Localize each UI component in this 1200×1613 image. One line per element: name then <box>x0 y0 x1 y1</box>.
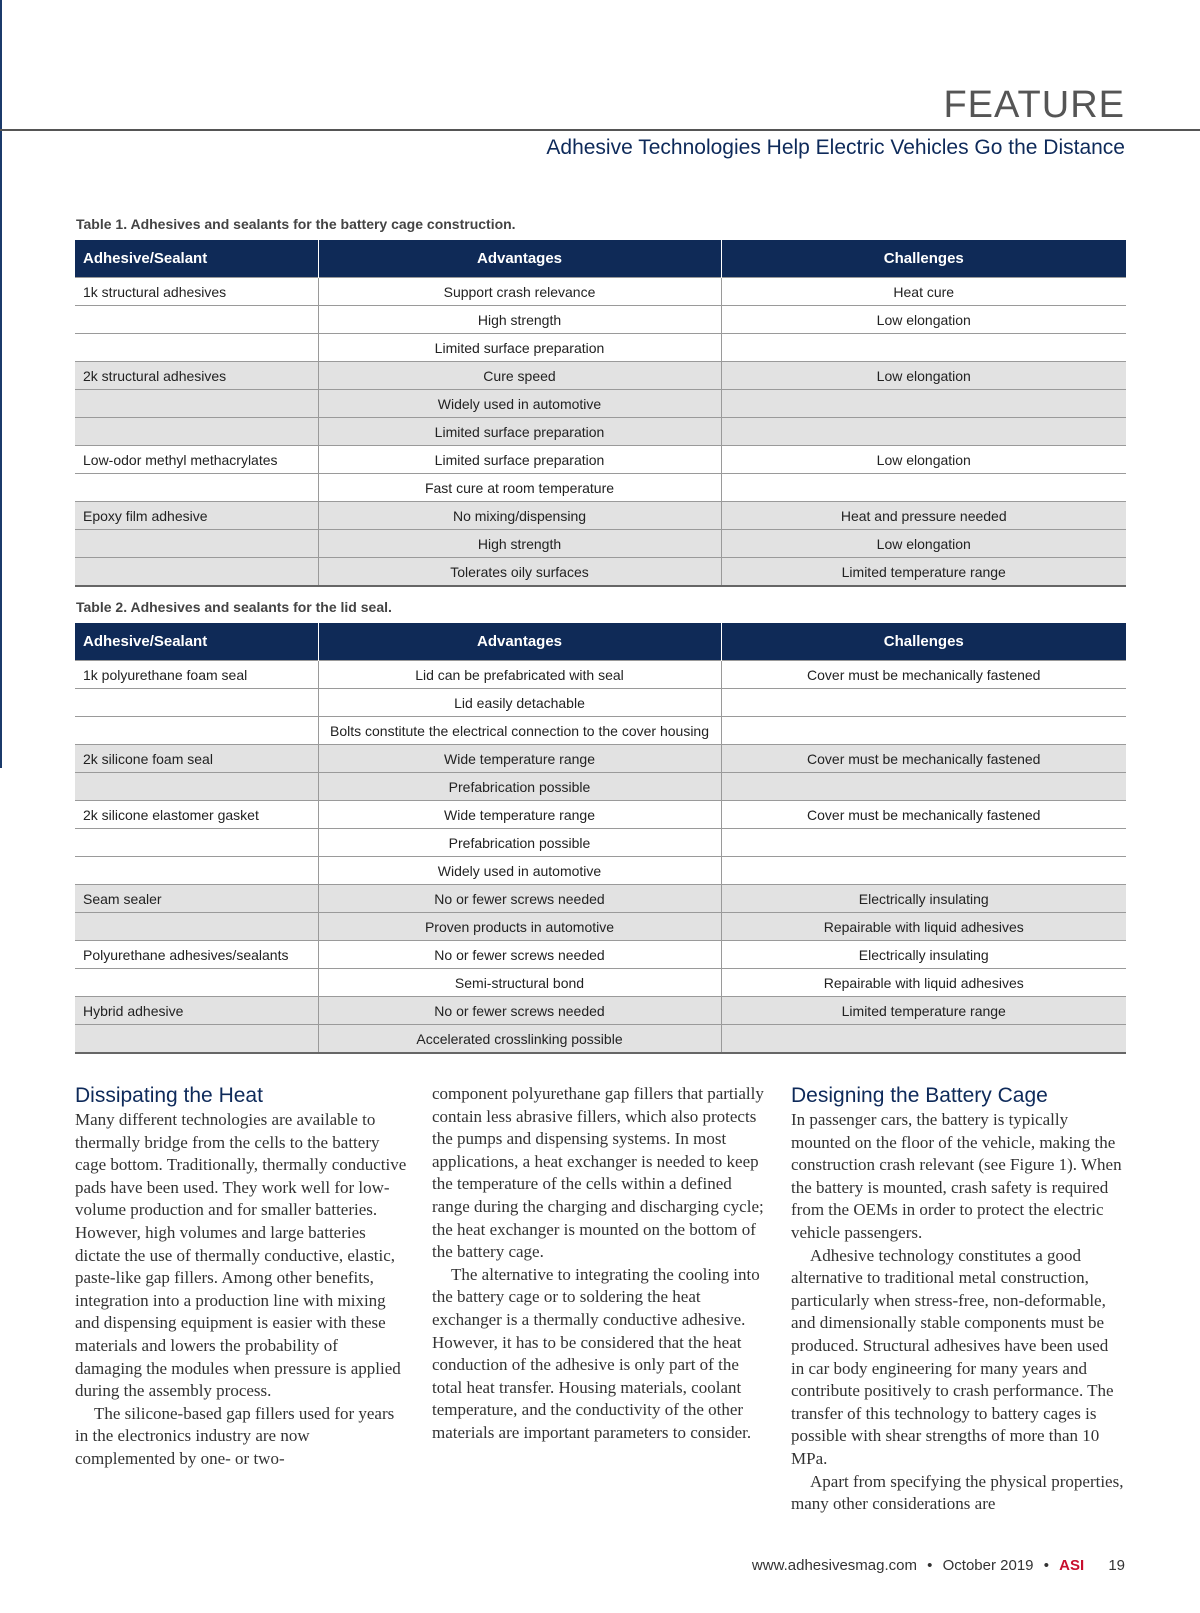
table-row <box>75 913 1126 941</box>
table-cell: Heat cure <box>721 278 1126 306</box>
table-cell <box>75 829 318 857</box>
table-cell: Cure speed <box>318 362 721 390</box>
paragraph: Apart from specifying the physical properties, many other considerations are <box>791 1471 1124 1514</box>
table-cell <box>721 418 1126 446</box>
table-cell <box>75 306 318 334</box>
column-header: Advantages <box>318 623 721 661</box>
table-cell: Widely used in automotive <box>318 390 721 418</box>
table-row <box>75 306 1126 334</box>
table-cell: Low elongation <box>721 306 1126 334</box>
table-cell: Tolerates oily surfaces <box>318 558 721 587</box>
table-cell <box>721 773 1126 801</box>
table-cell: Repairable with liquid adhesives <box>721 969 1126 997</box>
table-cell: Accelerated crosslinking possible <box>318 1025 721 1054</box>
table-cell <box>75 558 318 587</box>
table-cell: No or fewer screws needed <box>318 885 721 913</box>
table-cell <box>75 689 318 717</box>
table-row <box>75 969 1126 997</box>
table-cell: 2k silicone elastomer gasket <box>75 801 318 829</box>
footer-url: www.adhesivesmag.com <box>751 1557 917 1574</box>
table-cell <box>721 689 1126 717</box>
table-cell: Heat and pressure needed <box>721 502 1126 530</box>
table-cell <box>75 1025 318 1054</box>
table-cell: Limited temperature range <box>721 558 1126 587</box>
paragraph: component polyurethane gap fillers that partially contain less abrasive fillers, which also protects the pumps and dispensing systems. In most applications, a heat exchanger is needed to keep the temperature of the cells within a defined range during the charging and discharging cycle; the heat exchanger is mounted on the bottom of the battery cage. <box>432 1084 764 1262</box>
table-cell <box>75 773 318 801</box>
table-cell: Prefabrication possible <box>318 829 721 857</box>
table-row <box>75 530 1126 558</box>
table-row <box>75 829 1126 857</box>
paragraph: Adhesive technology constitutes a good alternative to traditional metal construction, particularly when stress-free, non-deformable, and dimensionally stable components must be produced. Structural adhesives have been used in car body engineering for many years and contribute positively to crash performance. The transfer of this technology to battery cages is possible with shear strengths of more than 10 MPa. <box>791 1245 1114 1468</box>
table-row <box>75 446 1126 474</box>
table2-caption: Table 2. Adhesives and sealants for the lid seal. <box>76 599 392 615</box>
table-cell <box>721 857 1126 885</box>
table-row <box>75 997 1126 1025</box>
table-cell: Proven products in automotive <box>318 913 721 941</box>
table-cell: Prefabrication possible <box>318 773 721 801</box>
table-cell: No mixing/dispensing <box>318 502 721 530</box>
article-column-1 <box>75 1083 408 1471</box>
table-cell: High strength <box>318 530 721 558</box>
table-cell: Bolts constitute the electrical connection to the cover housing <box>318 717 721 745</box>
table-row <box>75 661 1126 689</box>
table-cell: Limited surface preparation <box>318 418 721 446</box>
table-cell: Lid easily detachable <box>318 689 721 717</box>
table-row <box>75 558 1126 587</box>
column-header: Adhesive/Sealant <box>75 240 318 278</box>
table-header-row <box>75 623 1126 661</box>
table-row <box>75 689 1126 717</box>
table-row <box>75 941 1126 969</box>
table-cell <box>75 474 318 502</box>
footer-bullet: • <box>1043 1557 1049 1574</box>
table-cell: Low-odor methyl methacrylates <box>75 446 318 474</box>
table-cell: Low elongation <box>721 362 1126 390</box>
table-cell <box>75 334 318 362</box>
table-cell: Seam sealer <box>75 885 318 913</box>
section-heading-battery-cage: Designing the Battery Cage <box>791 1084 1048 1107</box>
column-header: Adhesive/Sealant <box>75 623 318 661</box>
table-cell: Support crash relevance <box>318 278 721 306</box>
paragraph: Many different technologies are available to thermally bridge from the cells to the battery cage bottom. Traditionally, thermally conductive pads have been used. They work well for low-volume production and for smaller batteries. However, high volumes and large batteries dictate the use of thermally conductive, elastic, paste-like gap fillers. Among other benefits, integration into a production line with mixing and dispensing equipment is easier with these materials and lowers the probability of damaging the modules when pressure is applied during the assembly process. <box>75 1110 407 1401</box>
table-cell: Electrically insulating <box>721 885 1126 913</box>
footer-bullet: • <box>927 1557 933 1574</box>
table-row <box>75 885 1126 913</box>
table-cell: Low elongation <box>721 446 1126 474</box>
table-cell: Hybrid adhesive <box>75 997 318 1025</box>
table-cell: 2k structural adhesives <box>75 362 318 390</box>
table-cell: 2k silicone foam seal <box>75 745 318 773</box>
table-cell <box>721 717 1126 745</box>
table1-caption: Table 1. Adhesives and sealants for the battery cage construction. <box>76 216 516 232</box>
table-row <box>75 278 1126 306</box>
table-cell: Semi-structural bond <box>318 969 721 997</box>
table-cell <box>721 474 1126 502</box>
table-cell: No or fewer screws needed <box>318 997 721 1025</box>
table-header-row <box>75 240 1126 278</box>
table-row <box>75 745 1126 773</box>
table-row <box>75 1025 1126 1054</box>
table-cell: Cover must be mechanically fastened <box>721 661 1126 689</box>
table-cell <box>75 390 318 418</box>
table-row <box>75 502 1126 530</box>
footer-date: October 2019 <box>942 1557 1034 1574</box>
table-cell <box>75 969 318 997</box>
table-cell: Limited surface preparation <box>318 334 721 362</box>
paragraph: The silicone-based gap fillers used for years in the electronics industry are now complemented by one- or two- <box>75 1403 395 1468</box>
table-cell: Polyurethane adhesives/sealants <box>75 941 318 969</box>
table-cell <box>75 857 318 885</box>
table-cell: Wide temperature range <box>318 801 721 829</box>
table-row <box>75 801 1126 829</box>
table-row <box>75 474 1126 502</box>
table1-battery-cage <box>75 240 1126 587</box>
table-cell: Limited temperature range <box>721 997 1126 1025</box>
table-cell <box>721 829 1126 857</box>
table-cell <box>721 334 1126 362</box>
article-title: Adhesive Technologies Help Electric Vehicles Go the Distance <box>546 136 1125 159</box>
table-cell <box>721 1025 1126 1054</box>
page-footer <box>752 1557 1125 1574</box>
column-header: Challenges <box>721 623 1126 661</box>
table-cell: Cover must be mechanically fastened <box>721 801 1126 829</box>
header-divider <box>0 129 1200 131</box>
table-cell: Low elongation <box>721 530 1126 558</box>
column-header: Advantages <box>318 240 721 278</box>
table-cell: Lid can be prefabricated with seal <box>318 661 721 689</box>
section-label: FEATURE <box>943 84 1125 126</box>
article-column-3 <box>791 1083 1124 1516</box>
page-number: 19 <box>1108 1557 1125 1574</box>
table-row <box>75 418 1126 446</box>
table-row <box>75 773 1126 801</box>
table-row <box>75 362 1126 390</box>
table-cell: Limited surface preparation <box>318 446 721 474</box>
table-cell: 1k polyurethane foam seal <box>75 661 318 689</box>
table-cell: No or fewer screws needed <box>318 941 721 969</box>
table2-lid-seal <box>75 623 1126 1054</box>
table-row <box>75 717 1126 745</box>
table-cell <box>75 913 318 941</box>
table-cell: Widely used in automotive <box>318 857 721 885</box>
footer-brand: ASI <box>1059 1557 1085 1574</box>
table-cell <box>75 717 318 745</box>
paragraph: In passenger cars, the battery is typically mounted on the floor of the vehicle, making the construction crash relevant (see Figure 1). When the battery is mounted, crash safety is required from the OEMs in order to protect the electric vehicle passengers. <box>791 1110 1122 1242</box>
table-cell: Wide temperature range <box>318 745 721 773</box>
table-row <box>75 390 1126 418</box>
section-heading-dissipating-heat: Dissipating the Heat <box>75 1084 263 1107</box>
table-row <box>75 857 1126 885</box>
column-header: Challenges <box>721 240 1126 278</box>
table-cell <box>721 390 1126 418</box>
table-cell: Electrically insulating <box>721 941 1126 969</box>
article-column-2 <box>432 1083 765 1445</box>
table-cell: 1k structural adhesives <box>75 278 318 306</box>
table-cell: Epoxy film adhesive <box>75 502 318 530</box>
table-cell: High strength <box>318 306 721 334</box>
left-margin-rule <box>0 0 2 768</box>
table-row <box>75 334 1126 362</box>
table-cell <box>75 530 318 558</box>
table-cell: Cover must be mechanically fastened <box>721 745 1126 773</box>
paragraph: The alternative to integrating the cooling into the battery cage or to soldering the heat exchanger is a thermally conductive adhesive. However, it has to be considered that the heat conduction of the adhesive is only part of the total heat transfer. Housing materials, coolant temperature, and the conductivity of the other materials are important parameters to consider. <box>432 1264 760 1442</box>
table-cell: Fast cure at room temperature <box>318 474 721 502</box>
table-cell <box>75 418 318 446</box>
table-cell: Repairable with liquid adhesives <box>721 913 1126 941</box>
